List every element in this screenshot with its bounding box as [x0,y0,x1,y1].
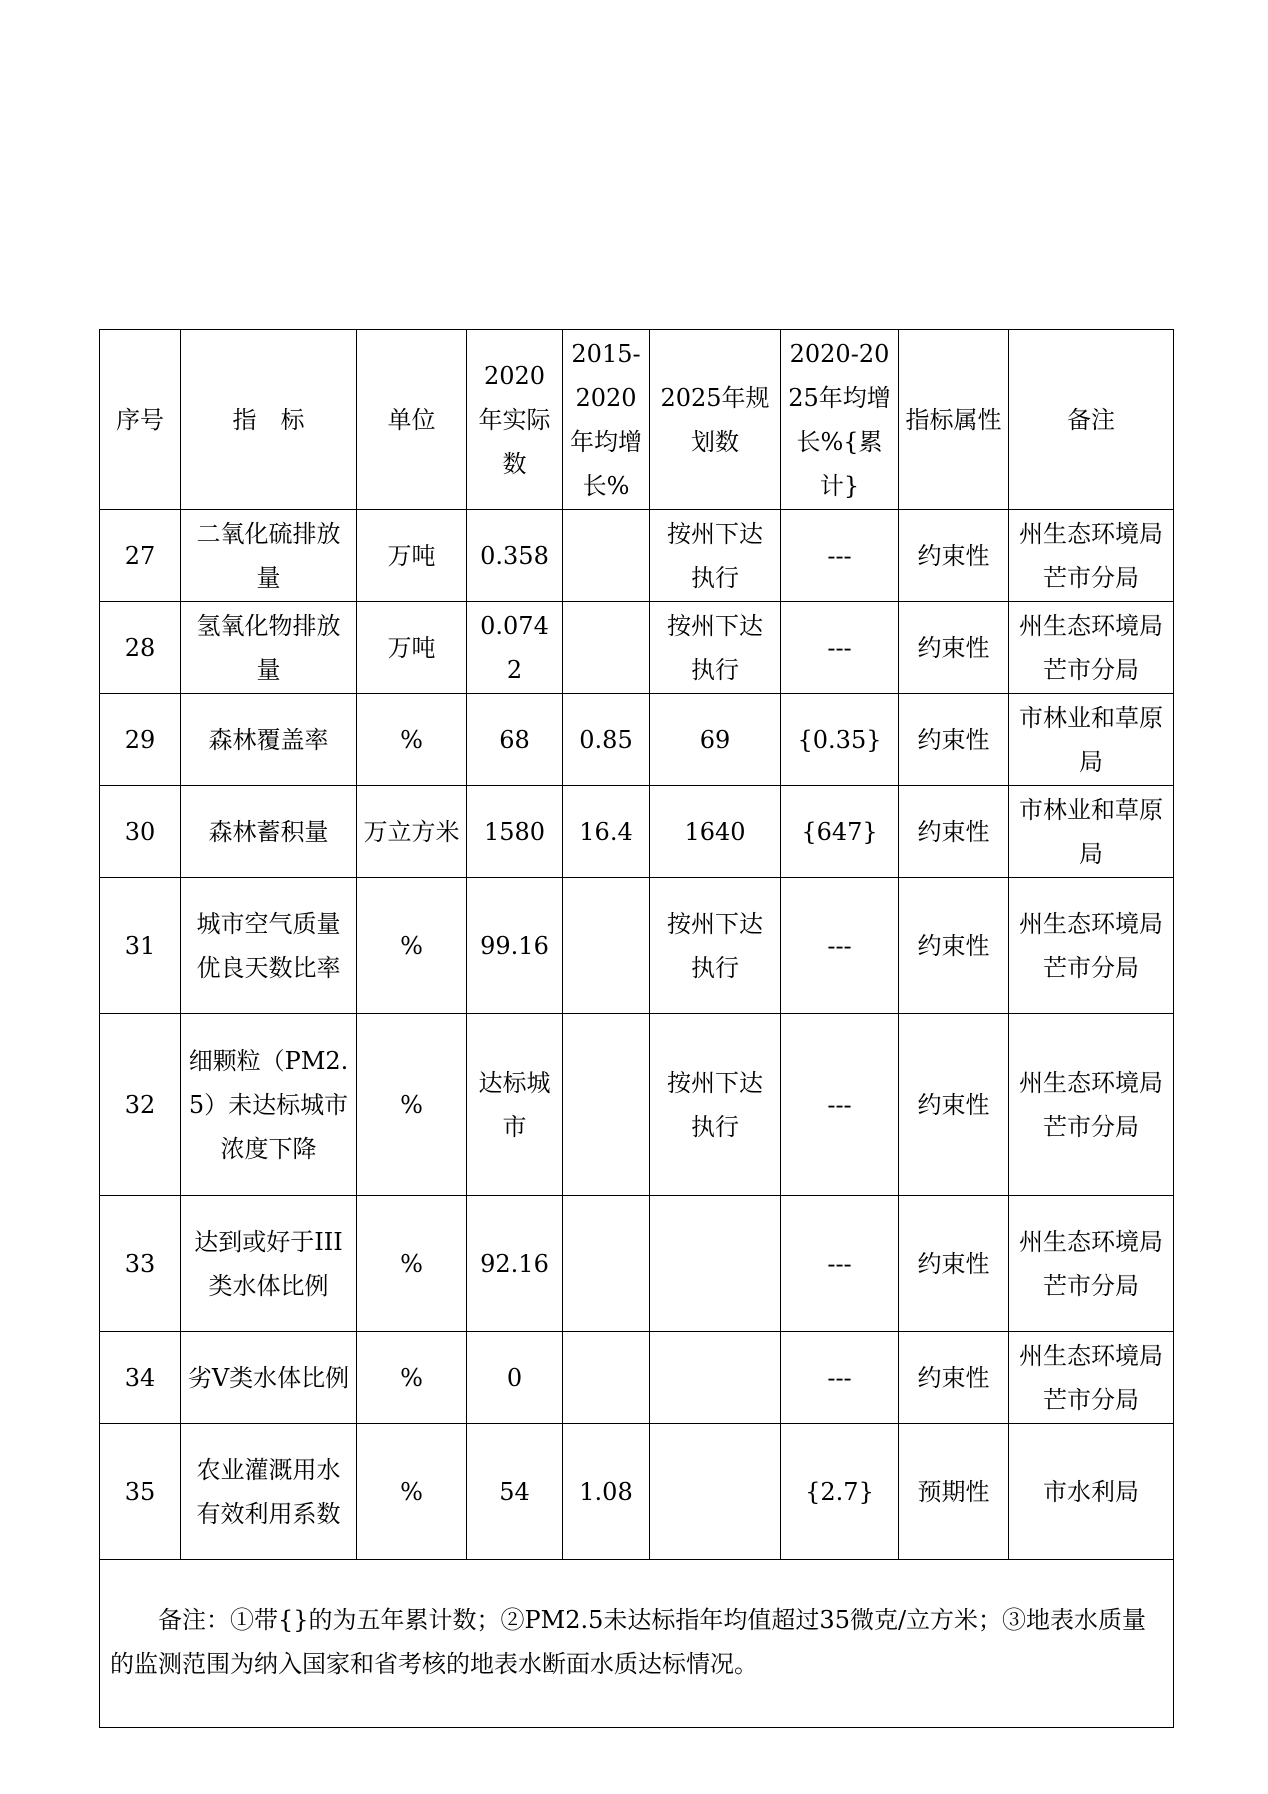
row-seq: 32 [100,1014,181,1196]
row-growth-2020-2025: --- [781,1014,899,1196]
row-growth-2020-2025: {0.35} [781,694,899,786]
row-remark: 州生态环境局芒市分局 [1009,1014,1174,1196]
row-remark: 州生态环境局芒市分局 [1009,1332,1174,1424]
row-remark: 市水利局 [1009,1424,1174,1560]
row-plan-2025: 69 [650,694,781,786]
row-actual-2020: 0.0742 [467,602,563,694]
row-unit: % [357,1332,467,1424]
row-actual-2020: 达标城市 [467,1014,563,1196]
table-row [100,510,1174,602]
row-seq: 29 [100,694,181,786]
row-unit: % [357,878,467,1014]
row-growth-2020-2025: --- [781,1332,899,1424]
header-indicator: 指 标 [181,330,357,510]
row-seq: 35 [100,1424,181,1560]
row-indicator: 森林覆盖率 [181,694,357,786]
row-attribute: 约束性 [899,602,1009,694]
row-actual-2020: 99.16 [467,878,563,1014]
row-plan-2025: 按州下达执行 [650,1014,781,1196]
row-plan-2025 [650,1332,781,1424]
row-unit: % [357,694,467,786]
indicator-table [99,329,1174,1728]
row-attribute: 约束性 [899,510,1009,602]
row-plan-2025: 按州下达执行 [650,602,781,694]
row-actual-2020: 54 [467,1424,563,1560]
table-body [100,510,1174,1560]
row-growth-2020-2025: {647} [781,786,899,878]
row-seq: 30 [100,786,181,878]
row-actual-2020: 68 [467,694,563,786]
table-row [100,694,1174,786]
row-plan-2025: 按州下达执行 [650,510,781,602]
row-indicator: 氢氧化物排放量 [181,602,357,694]
row-unit: 万吨 [357,602,467,694]
row-growth-2015-2020 [563,510,650,602]
row-plan-2025: 1640 [650,786,781,878]
row-attribute: 预期性 [899,1424,1009,1560]
header-unit: 单位 [357,330,467,510]
row-growth-2015-2020 [563,602,650,694]
table-row [100,786,1174,878]
row-seq: 34 [100,1332,181,1424]
row-actual-2020: 92.16 [467,1196,563,1332]
table-row [100,1332,1174,1424]
note-cell [100,1560,1174,1728]
row-plan-2025 [650,1196,781,1332]
row-attribute: 约束性 [899,1332,1009,1424]
header-remark: 备注 [1009,330,1174,510]
row-remark: 州生态环境局芒市分局 [1009,878,1174,1014]
table-row [100,602,1174,694]
row-actual-2020: 0.358 [467,510,563,602]
row-unit: % [357,1014,467,1196]
row-attribute: 约束性 [899,1196,1009,1332]
row-remark: 州生态环境局芒市分局 [1009,1196,1174,1332]
row-growth-2015-2020: 16.4 [563,786,650,878]
row-indicator: 森林蓄积量 [181,786,357,878]
row-remark: 州生态环境局芒市分局 [1009,602,1174,694]
row-actual-2020: 0 [467,1332,563,1424]
row-attribute: 约束性 [899,878,1009,1014]
table-row [100,1014,1174,1196]
row-remark: 市林业和草原局 [1009,694,1174,786]
row-indicator: 细颗粒（PM2.5）未达标城市浓度下降 [181,1014,357,1196]
row-unit: 万立方米 [357,786,467,878]
row-attribute: 约束性 [899,694,1009,786]
row-growth-2015-2020 [563,1014,650,1196]
row-attribute: 约束性 [899,1014,1009,1196]
note-text: 备注：①带{}的为五年累计数；②PM2.5未达标指年均值超过35微克/立方米；③地表水质量的监测范围为纳入国家和省考核的地表水断面水质达标情况。 [110,1606,1147,1678]
header-growth-2015-2020: 2015-2020年均增长% [563,330,650,510]
header-seq: 序号 [100,330,181,510]
row-indicator: 城市空气质量优良天数比率 [181,878,357,1014]
row-unit: % [357,1424,467,1560]
row-seq: 31 [100,878,181,1014]
header-plan-2025: 2025年规划数 [650,330,781,510]
row-unit: 万吨 [357,510,467,602]
row-seq: 33 [100,1196,181,1332]
row-growth-2020-2025: --- [781,1196,899,1332]
header-actual-2020: 2020年实际数 [467,330,563,510]
row-indicator: 二氧化硫排放量 [181,510,357,602]
table-row [100,878,1174,1014]
header-attribute: 指标属性 [899,330,1009,510]
row-remark: 州生态环境局芒市分局 [1009,510,1174,602]
row-actual-2020: 1580 [467,786,563,878]
row-seq: 28 [100,602,181,694]
table-row [100,1424,1174,1560]
row-growth-2020-2025: --- [781,510,899,602]
row-indicator: 劣V类水体比例 [181,1332,357,1424]
row-plan-2025 [650,1424,781,1560]
row-growth-2015-2020: 0.85 [563,694,650,786]
row-unit: % [357,1196,467,1332]
row-growth-2015-2020 [563,1332,650,1424]
row-seq: 27 [100,510,181,602]
row-growth-2015-2020 [563,878,650,1014]
row-growth-2020-2025: --- [781,602,899,694]
row-plan-2025: 按州下达执行 [650,878,781,1014]
table-header [100,330,1174,510]
row-growth-2015-2020: 1.08 [563,1424,650,1560]
row-attribute: 约束性 [899,786,1009,878]
row-growth-2020-2025: --- [781,878,899,1014]
header-growth-2020-2025: 2020-2025年均增长%{累计} [781,330,899,510]
row-growth-2015-2020 [563,1196,650,1332]
row-remark: 市林业和草原局 [1009,786,1174,878]
row-indicator: 农业灌溉用水有效利用系数 [181,1424,357,1560]
table-row [100,1196,1174,1332]
row-indicator: 达到或好于III类水体比例 [181,1196,357,1332]
row-growth-2020-2025: {2.7} [781,1424,899,1560]
